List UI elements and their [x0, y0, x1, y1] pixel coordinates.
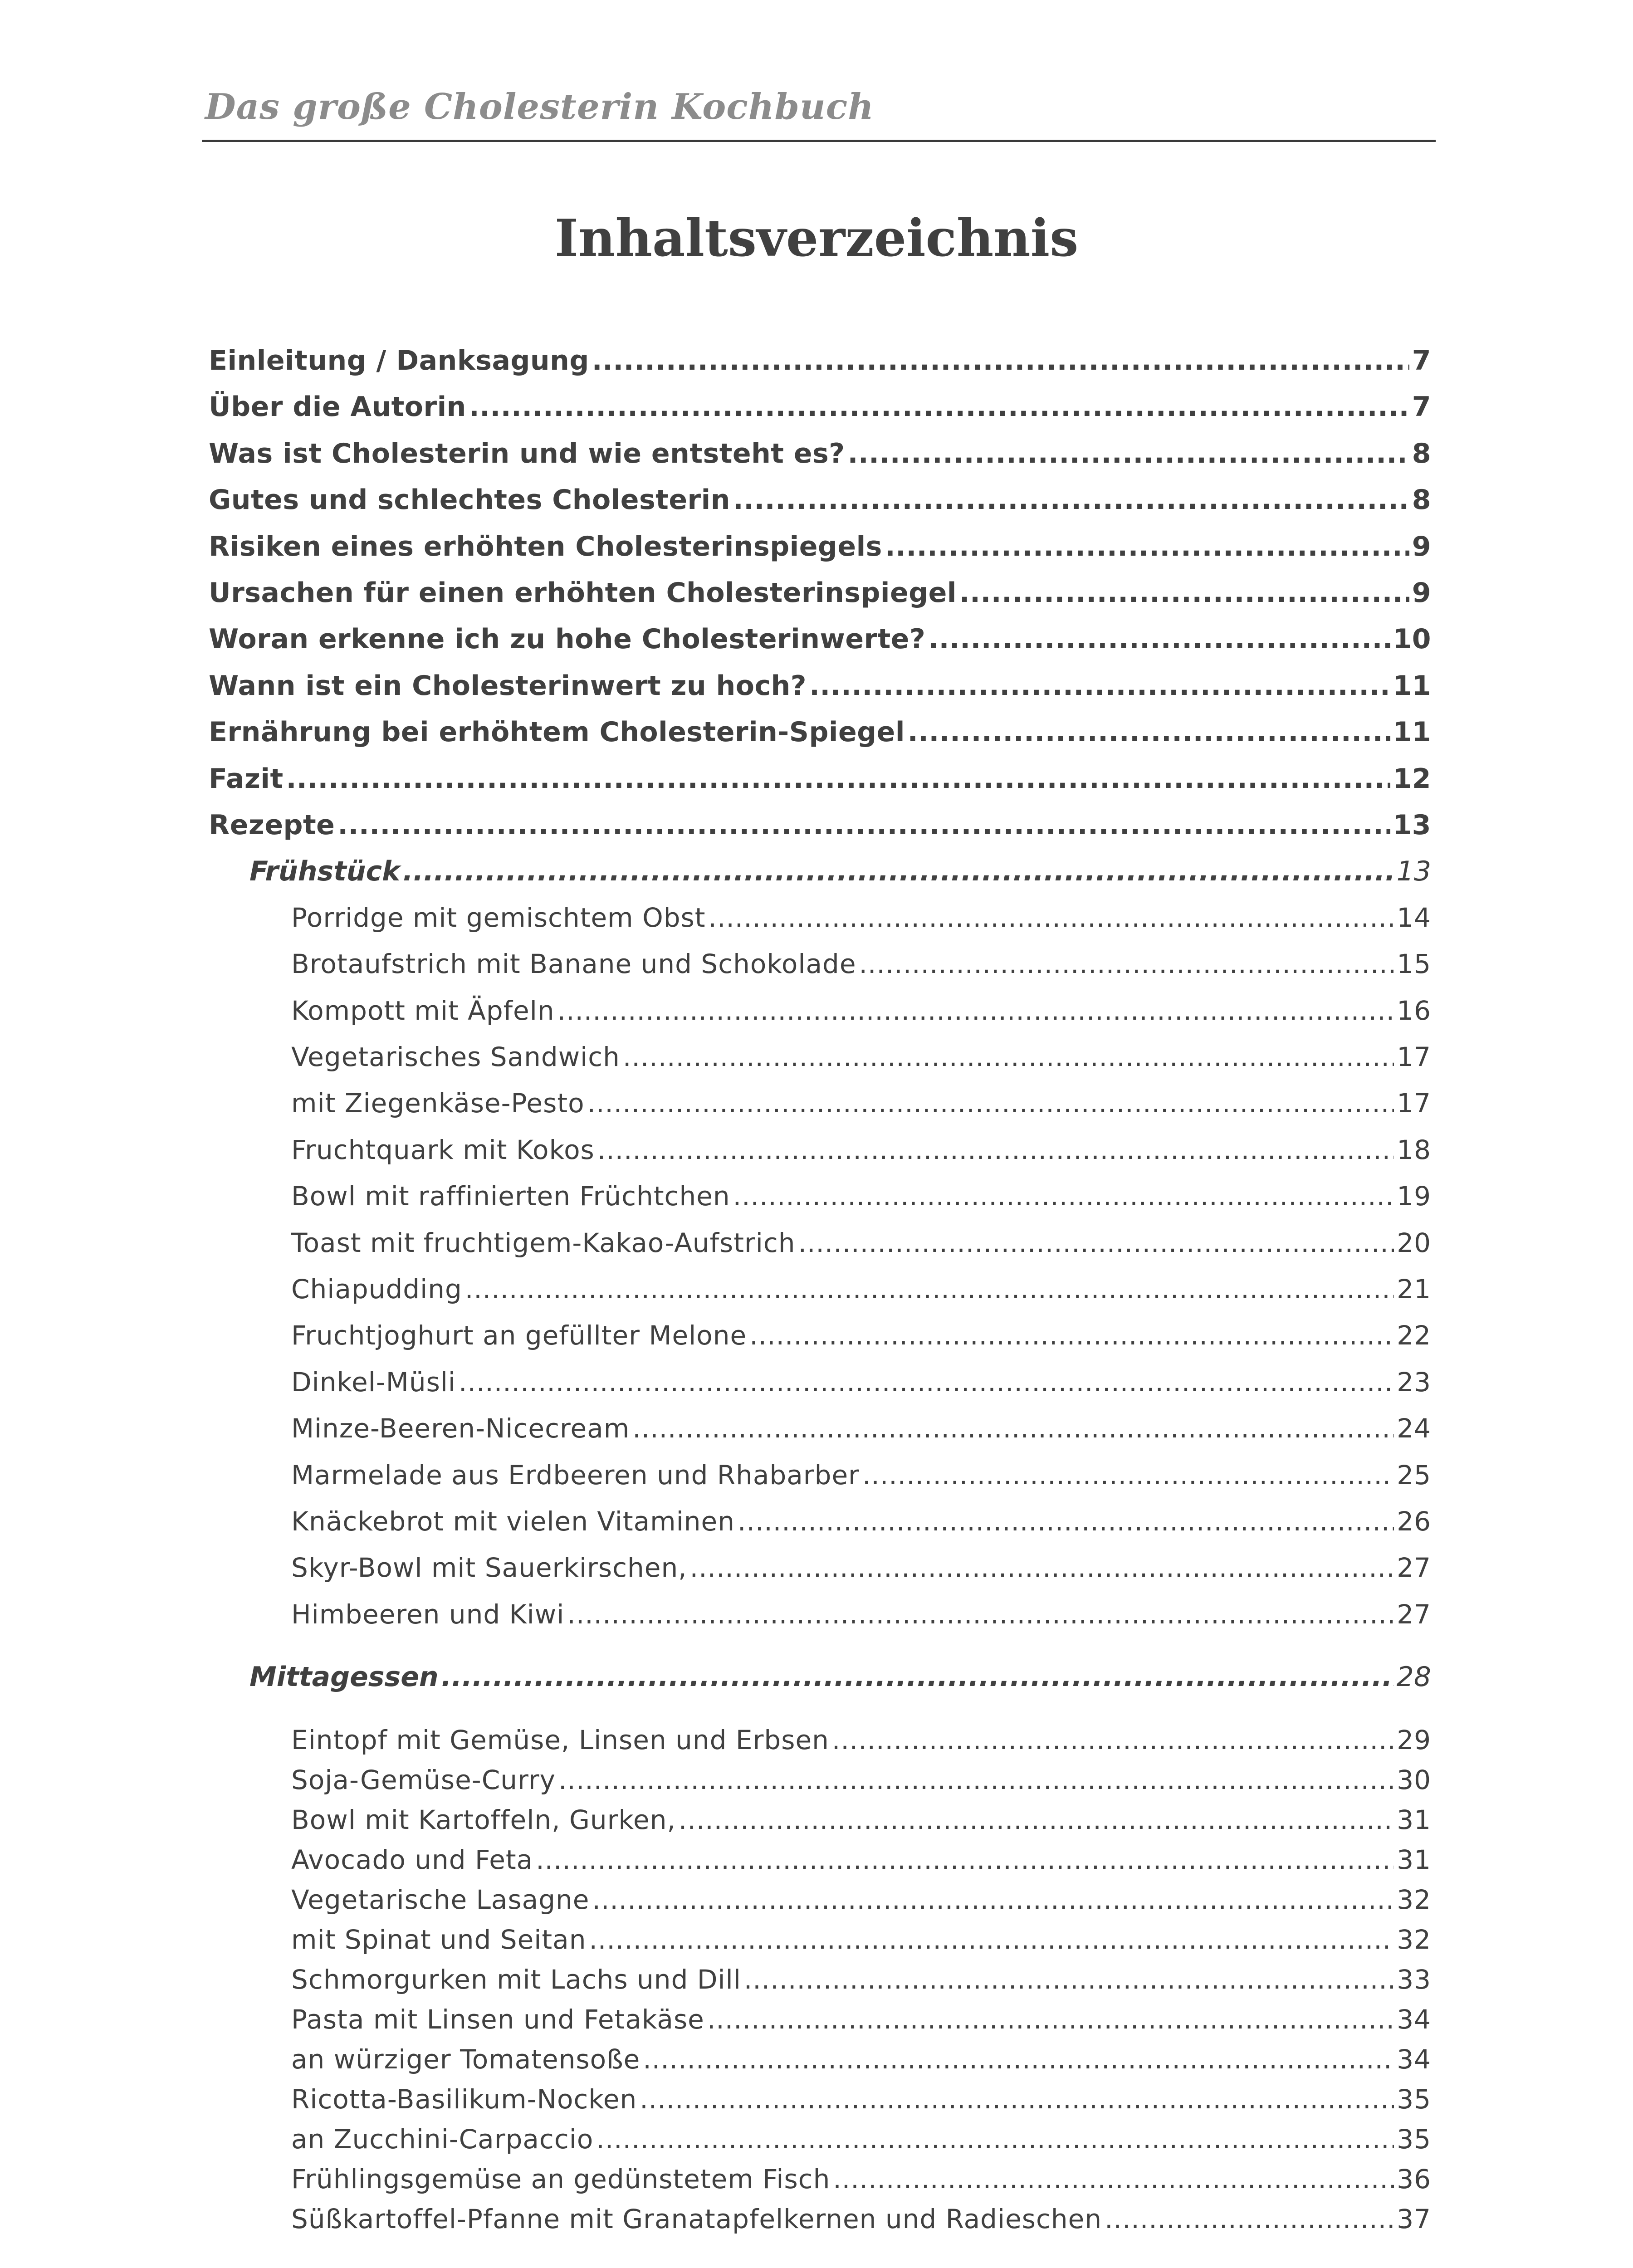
toc-recipe-entry[interactable]	[291, 2084, 1431, 2125]
toc-entry-label: Eintopf mit Gemüse, Linsen und Erbsen	[291, 1725, 829, 1755]
toc-entry-label: Kompott mit Äpfeln	[291, 995, 555, 1026]
toc-recipe-entry[interactable]	[291, 1367, 1431, 1408]
toc-page-number: 7	[1412, 391, 1431, 423]
toc-entry-label: Ernährung bei erhöhtem Cholesterin-Spiegel	[209, 716, 905, 748]
toc-entry-label: Ursachen für einen erhöhten Cholesterinspiegel	[209, 577, 957, 609]
toc-entry-label: Bowl mit raffinierten Früchtchen	[291, 1181, 730, 1212]
toc-page-number: 28	[1396, 1661, 1431, 1693]
toc-recipe-entry[interactable]	[291, 1274, 1431, 1315]
toc-entry-label: Fruchtquark mit Kokos	[291, 1134, 595, 1165]
toc-entry-label: Fazit	[209, 763, 284, 795]
toc-recipe-entry[interactable]	[291, 1804, 1431, 1845]
toc-page-number: 31	[1397, 1844, 1431, 1875]
toc-dot-leader	[908, 716, 1390, 748]
toc-page-number: 25	[1397, 1459, 1431, 1491]
toc-page-number: 11	[1393, 670, 1431, 702]
toc-recipe-entry[interactable]	[291, 1552, 1431, 1593]
toc-chapter-entry[interactable]	[209, 345, 1431, 386]
toc-recipe-entry[interactable]	[291, 1413, 1431, 1454]
toc-dot-leader	[632, 1413, 1394, 1444]
toc-dot-leader	[862, 1460, 1394, 1491]
toc-dot-leader	[809, 670, 1390, 702]
toc-chapter-entry[interactable]	[209, 809, 1431, 850]
toc-page-number: 33	[1397, 1964, 1431, 1995]
toc-recipe-entry[interactable]	[291, 1844, 1431, 1885]
toc-entry-label: Ricotta-Basilikum-Nocken	[291, 2084, 637, 2115]
toc-dot-leader	[798, 1227, 1394, 1258]
toc-entry-label: Dinkel-Müsli	[291, 1366, 456, 1398]
toc-dot-leader	[465, 1274, 1394, 1305]
toc-dot-leader	[833, 2164, 1394, 2195]
toc-section-entry[interactable]	[249, 1661, 1431, 1702]
toc-dot-leader	[928, 623, 1390, 655]
toc-entry-label: Knäckebrot mit vielen Vitaminen	[291, 1506, 735, 1537]
toc-recipe-entry[interactable]	[291, 1924, 1431, 1965]
toc-dot-leader	[596, 2124, 1394, 2155]
toc-entry-label: Toast mit fruchtigem-Kakao-Aufstrich	[291, 1227, 796, 1258]
toc-page-number: 34	[1397, 2044, 1431, 2075]
toc-dot-leader	[1105, 2204, 1394, 2234]
toc-dot-leader	[558, 1765, 1394, 1795]
toc-dot-leader	[589, 1924, 1394, 1955]
toc-recipe-entry[interactable]	[291, 1599, 1431, 1640]
toc-dot-leader	[403, 855, 1394, 887]
toc-entry-label: Was ist Cholesterin und wie entsteht es?	[209, 437, 845, 469]
toc-page-number: 27	[1397, 1598, 1431, 1630]
toc-entry-label: Süßkartoffel-Pfanne mit Granatapfelkernen und Radieschen	[291, 2204, 1102, 2234]
toc-entry-label: Skyr-Bowl mit Sauerkirschen,	[291, 1552, 687, 1584]
toc-entry-label: mit Ziegenkäse-Pesto	[291, 1088, 585, 1119]
toc-page-number: 27	[1397, 1552, 1431, 1584]
toc-entry-label: Frühlingsgemüse an gedünstetem Fisch	[291, 2164, 831, 2195]
toc-page-number: 7	[1412, 345, 1431, 376]
toc-dot-leader	[959, 577, 1409, 609]
toc-chapter-entry[interactable]	[209, 670, 1431, 711]
toc-entry-label: Woran erkenne ich zu hohe Cholesterinwerte?	[209, 623, 926, 655]
toc-recipe-entry[interactable]	[291, 1088, 1431, 1129]
toc-entry-label: Risiken eines erhöhten Cholesterinspiegels	[209, 530, 882, 562]
toc-entry-label: Einleitung / Danksagung	[209, 345, 589, 376]
toc-dot-leader	[567, 1599, 1394, 1630]
toc-recipe-entry[interactable]	[291, 2164, 1431, 2204]
toc-page-number: 12	[1393, 763, 1431, 795]
toc-chapter-entry[interactable]	[209, 577, 1431, 618]
toc-page-number: 19	[1397, 1181, 1431, 1212]
toc-entry-label: Brotaufstrich mit Banane und Schokolade	[291, 948, 856, 980]
toc-page-number: 14	[1397, 902, 1431, 933]
toc-page-number: 37	[1397, 2204, 1431, 2234]
toc-chapter-entry[interactable]	[209, 623, 1431, 664]
toc-chapter-entry[interactable]	[209, 531, 1431, 572]
toc-entry-label: Chiapudding	[291, 1274, 462, 1305]
toc-page-number: 26	[1397, 1506, 1431, 1537]
toc-page-number: 21	[1397, 1274, 1431, 1305]
toc-page-number: 22	[1397, 1320, 1431, 1351]
toc-recipe-entry[interactable]	[291, 1181, 1431, 1222]
header-rule	[202, 140, 1436, 142]
toc-page-number: 34	[1397, 2004, 1431, 2035]
toc-dot-leader	[640, 2084, 1394, 2115]
toc-chapter-entry[interactable]	[209, 438, 1431, 479]
toc-chapter-entry[interactable]	[209, 763, 1431, 804]
toc-entry-label: Pasta mit Linsen und Fetakäse	[291, 2004, 704, 2035]
toc-chapter-entry[interactable]	[209, 484, 1431, 525]
toc-page-number: 30	[1397, 1765, 1431, 1795]
toc-entry-label: Marmelade aus Erdbeeren und Rhabarber	[291, 1459, 860, 1491]
toc-entry-label: Fruchtjoghurt an gefüllter Melone	[291, 1320, 747, 1351]
toc-page-number: 20	[1397, 1227, 1431, 1258]
toc-dot-leader	[441, 1661, 1394, 1693]
toc-page-number: 24	[1397, 1413, 1431, 1444]
toc-dot-leader	[587, 1088, 1394, 1119]
toc-entry-label: Gutes und schlechtes Cholesterin	[209, 484, 730, 516]
toc-entry-label: Bowl mit Kartoffeln, Gurken,	[291, 1804, 676, 1835]
toc-recipe-entry[interactable]	[291, 1320, 1431, 1361]
toc-section-entry[interactable]	[249, 855, 1431, 896]
toc-dot-leader	[459, 1367, 1394, 1398]
toc-recipe-entry[interactable]	[291, 1041, 1431, 1082]
toc-page-number: 17	[1397, 1041, 1431, 1072]
toc-dot-leader	[707, 2004, 1394, 2035]
toc-page-number: 11	[1393, 716, 1431, 748]
toc-recipe-entry[interactable]	[291, 1765, 1431, 1805]
toc-dot-leader	[859, 948, 1394, 979]
toc-entry-label: Rezepte	[209, 809, 335, 841]
toc-page-number: 18	[1397, 1134, 1431, 1165]
toc-page-number: 35	[1397, 2084, 1431, 2115]
toc-dot-leader	[832, 1725, 1394, 1755]
toc-dot-leader	[592, 345, 1409, 376]
toc-entry-label: Frühstück	[249, 855, 400, 888]
toc-recipe-entry[interactable]	[291, 1725, 1431, 1765]
toc-dot-leader	[286, 763, 1390, 795]
toc-entry-label: mit Spinat und Seitan	[291, 1924, 587, 1955]
toc-recipe-entry[interactable]	[291, 948, 1431, 989]
toc-page-number: 36	[1397, 2164, 1431, 2195]
toc-dot-leader	[690, 1552, 1394, 1583]
toc-page-number: 13	[1396, 855, 1431, 888]
toc-dot-leader	[643, 2044, 1394, 2075]
toc-page-number: 8	[1412, 437, 1431, 469]
toc-page-number: 15	[1397, 948, 1431, 980]
toc-page-number: 16	[1397, 995, 1431, 1026]
toc-page-number: 29	[1397, 1725, 1431, 1755]
toc-recipe-entry[interactable]	[291, 2124, 1431, 2165]
toc-entry-label: Vegetarische Lasagne	[291, 1884, 590, 1915]
toc-entry-label: Über die Autorin	[209, 391, 466, 423]
toc-entry-label: Himbeeren und Kiwi	[291, 1598, 565, 1630]
toc-title: Inhaltsverzeichnis	[554, 209, 1079, 268]
toc-entry-label: Avocado und Feta	[291, 1844, 533, 1875]
toc-page-number: 13	[1393, 809, 1431, 841]
toc-dot-leader	[733, 484, 1409, 516]
toc-dot-leader	[733, 1181, 1394, 1212]
toc-dot-leader	[679, 1804, 1394, 1835]
toc-page-number: 9	[1412, 577, 1431, 609]
toc-entry-label: Porridge mit gemischtem Obst	[291, 902, 706, 933]
toc-dot-leader	[623, 1041, 1394, 1072]
toc-page-number: 17	[1397, 1088, 1431, 1119]
toc-recipe-entry[interactable]	[291, 1134, 1431, 1175]
toc-dot-leader	[738, 1506, 1394, 1537]
toc-recipe-entry[interactable]	[291, 995, 1431, 1036]
toc-page-number: 31	[1397, 1804, 1431, 1835]
toc-recipe-entry[interactable]	[291, 902, 1431, 943]
toc-recipe-entry[interactable]	[291, 1506, 1431, 1547]
toc-dot-leader	[709, 902, 1394, 933]
toc-entry-label: Minze-Beeren-Nicecream	[291, 1413, 630, 1444]
toc-entry-label: Soja-Gemüse-Curry	[291, 1765, 556, 1795]
toc-chapter-entry[interactable]	[209, 391, 1431, 432]
toc-dot-leader	[749, 1320, 1394, 1351]
toc-page-number: 35	[1397, 2124, 1431, 2155]
toc-page-number: 10	[1393, 623, 1431, 655]
toc-recipe-entry[interactable]	[291, 1884, 1431, 1925]
toc-dot-leader	[536, 1844, 1394, 1875]
toc-entry-label: an würziger Tomatensoße	[291, 2044, 640, 2075]
toc-entry-label: an Zucchini-Carpaccio	[291, 2124, 594, 2155]
toc-dot-leader	[469, 391, 1409, 423]
toc-dot-leader	[557, 995, 1394, 1026]
toc-entry-label: Vegetarisches Sandwich	[291, 1041, 620, 1072]
toc-dot-leader	[885, 531, 1409, 562]
toc-recipe-entry[interactable]	[291, 2044, 1431, 2085]
toc-recipe-entry[interactable]	[291, 2204, 1431, 2244]
toc-dot-leader	[592, 1884, 1394, 1915]
toc-dot-leader	[337, 809, 1390, 841]
toc-entry-label: Mittagessen	[249, 1661, 439, 1693]
toc-dot-leader	[597, 1134, 1394, 1165]
toc-chapter-entry[interactable]	[209, 716, 1431, 757]
toc-entry-label: Wann ist ein Cholesterinwert zu hoch?	[209, 670, 807, 702]
toc-page-number: 9	[1412, 530, 1431, 562]
toc-recipe-entry[interactable]	[291, 1964, 1431, 2005]
toc-recipe-entry[interactable]	[291, 2004, 1431, 2045]
toc-dot-leader	[744, 1964, 1394, 1995]
running-header-title: Das große Cholesterin Kochbuch	[205, 86, 874, 127]
toc-page-number: 8	[1412, 484, 1431, 516]
toc-recipe-entry[interactable]	[291, 1460, 1431, 1501]
toc-page-number: 23	[1397, 1366, 1431, 1398]
toc-page-number: 32	[1397, 1924, 1431, 1955]
toc-page-number: 32	[1397, 1884, 1431, 1915]
toc-recipe-entry[interactable]	[291, 1227, 1431, 1268]
toc-dot-leader	[848, 438, 1409, 469]
toc-entry-label: Schmorgurken mit Lachs und Dill	[291, 1964, 741, 1995]
